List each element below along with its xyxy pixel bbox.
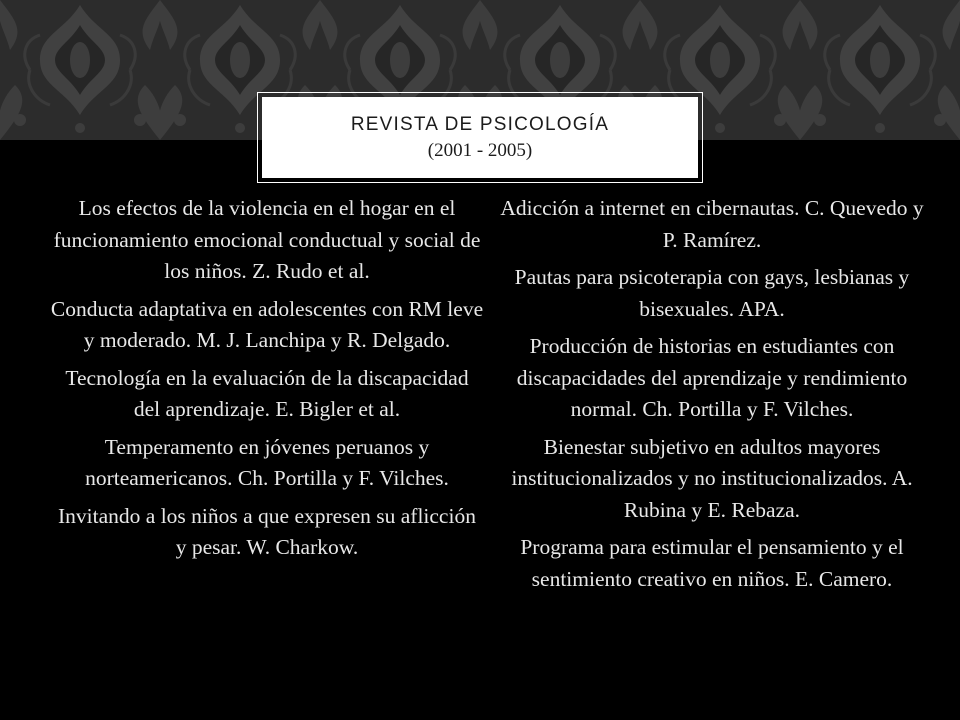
title-years: (2001 - 2005) <box>427 139 533 161</box>
list-item: Temperamento en jóvenes peruanos y norteamericanos. Ch. Portilla y F. Vilches. <box>85 434 449 490</box>
list-item: Invitando a los niños a que expresen su aflicción y pesar. W. Charkow. <box>58 503 476 559</box>
title-heading: REVISTA DE PSICOLOGÍA <box>350 113 610 135</box>
list-item: Bienestar subjetivo en adultos mayores institucionalizados y no institucionalizados. A. Rubina y E. Rebaza. <box>511 434 913 522</box>
right-column <box>494 193 930 601</box>
list-item: Producción de historias en estudiantes con discapacidades del aprendizaje y rendimiento normal. Ch. Portilla y F. Vilches. <box>516 334 908 421</box>
list-item: Pautas para psicoterapia con gays, lesbianas y bisexuales. APA. <box>514 265 910 321</box>
list-item: Conducta adaptativa en adolescentes con RM leve y moderado. M. J. Lanchipa y R. Delgado. <box>50 296 484 352</box>
list-item: Tecnología en la evaluación de la discapacidad del aprendizaje. E. Bigler et al. <box>65 365 469 421</box>
list-item: Adicción a internet en cibernautas. C. Quevedo y P. Ramírez. <box>500 196 924 252</box>
title-box <box>262 97 698 178</box>
list-item: Los efectos de la violencia en el hogar en el funcionamiento emocional conductual y social de los niños. Z. Rudo et al. <box>53 196 481 283</box>
left-column <box>50 193 484 570</box>
list-item: Programa para estimular el pensamiento y el sentimiento creativo en niños. E. Camero. <box>520 535 904 591</box>
